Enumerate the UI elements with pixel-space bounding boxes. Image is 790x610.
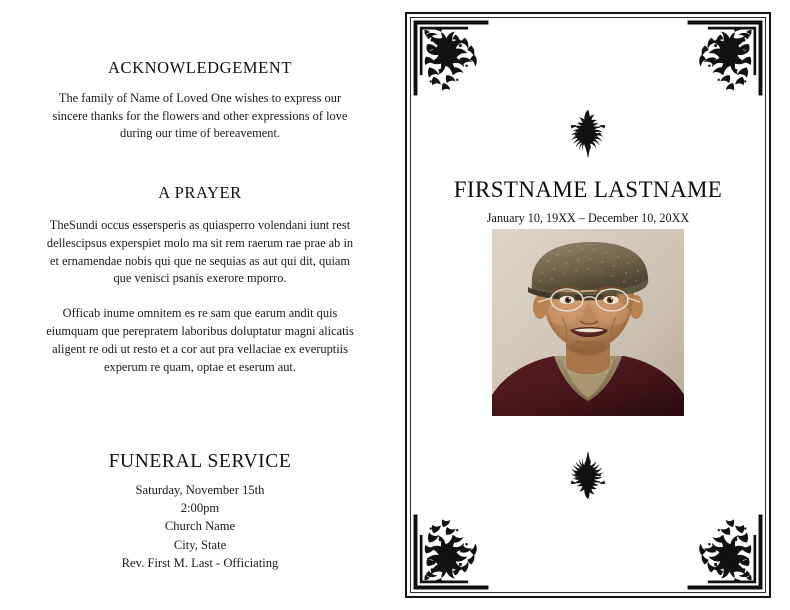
- service-detail-line: Rev. First M. Last - Officiating: [121, 555, 279, 570]
- service-detail-line: 2:00pm: [180, 501, 220, 516]
- prayer-paragraph-2: Officab inume omnitem es re sam que earum andit quis eiumquam que perepratem laboribus doluptatur magni alicatis aligent re odi ut resto et a cor aut pra vellaciae ex everuptiis experum re quam, optae et eserum aut.: [46, 306, 354, 374]
- prayer-paragraph-1: TheSundi occus essersperis as quiasperro volendani iunt rest dellescipsus experspiet molo ma sit rem raerum rae prae ab in et ernamendae nobis qui que ne sequias as aut qui dit, quiam que venisci psanis exerore mporro.: [46, 218, 354, 286]
- funeral-service-section: [48, 450, 352, 572]
- damask-fleuron-ornament-icon: [545, 108, 631, 160]
- acknowledgement-text: The family of Name of Loved One wishes to express our sincere thanks for the flowers and other expressions of love during our time of bereavement.: [52, 91, 348, 141]
- service-detail-line: Church Name: [164, 519, 236, 534]
- service-detail-line: Saturday, November 15th: [135, 483, 265, 497]
- deceased-name-block: [421, 176, 755, 227]
- prayer-heading: A PRAYER: [158, 183, 242, 202]
- front-cover-panel: [405, 12, 771, 598]
- acknowledgement-section: [48, 58, 352, 143]
- funeral-service-heading: FUNERAL SERVICE: [108, 451, 292, 472]
- acknowledgement-heading: ACKNOWLEDGEMENT: [107, 58, 293, 77]
- damask-fleuron-ornament-icon: [545, 449, 631, 501]
- funeral-service-details: [48, 481, 352, 572]
- portrait-photo: [492, 229, 684, 416]
- deceased-name: FIRSTNAME LASTNAME: [453, 177, 723, 202]
- deceased-dates: January 10, 19XX – December 10, 20XX: [486, 211, 690, 225]
- service-detail-line: City, State: [173, 537, 227, 552]
- prayer-section: [46, 183, 354, 376]
